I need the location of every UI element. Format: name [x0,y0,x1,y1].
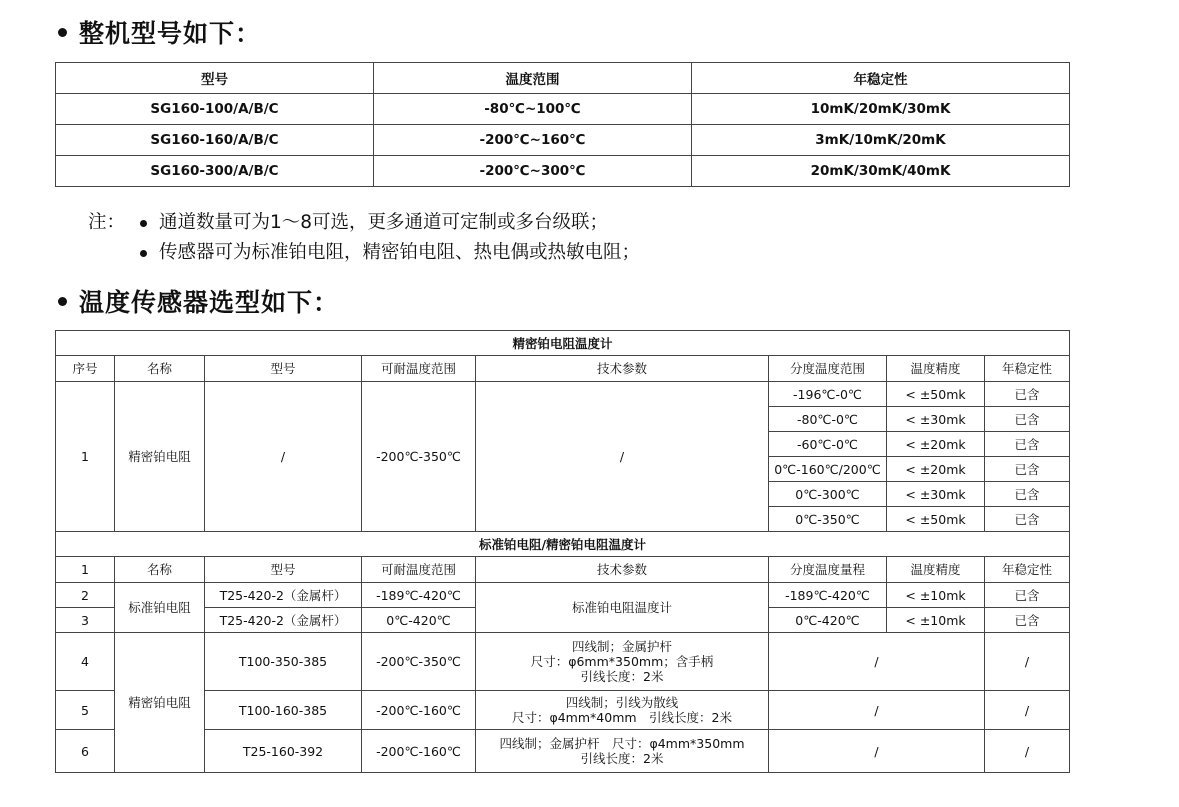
no-cell: 1 [56,382,115,532]
model-cell: T25-420-2（金属杆） [205,608,362,633]
range-cell: -80℃~100℃ [374,94,692,125]
param-line: 尺寸：φ6mm*350mm；含手柄 [530,654,714,669]
model-cell: SG160-100/A/B/C [56,94,374,125]
param-line: 四线制；金属护杆 [571,639,672,654]
stability-cell: 已含 [985,457,1070,482]
table-row [56,583,1070,608]
table-header-row [56,356,1070,382]
col-header: 年稳定性 [692,63,1070,94]
table-row [56,633,1070,691]
range-cell: 0℃-420℃ [362,608,476,633]
col-header: 温度精度 [887,356,985,382]
bullet-icon [140,250,147,257]
param-line: 四线制；引线为散线 [565,695,679,710]
table-row [56,156,1070,187]
stability-cell: 已含 [985,507,1070,532]
notes-prefix: 注： [88,212,126,233]
stability-cell: / [985,633,1070,691]
model-cell: T100-160-385 [205,691,362,730]
params-cell [476,730,769,773]
model-cell: T25-420-2（金属杆） [205,583,362,608]
div-range-cell: 0℃-420℃ [769,608,887,633]
col-header: 名称 [115,356,205,382]
section-heading-models [58,14,261,50]
accuracy-cell: < ±30mk [887,407,985,432]
range-cell: -200℃-160℃ [362,730,476,773]
param-line: 四线制；金属护杆 尺寸：φ4mm*350mm [499,736,745,751]
accuracy-cell: < ±10mk [887,608,985,633]
table-row [56,382,1070,407]
name-cell: 精密铂电阻 [115,633,205,773]
col-header: 1 [56,557,115,583]
div-range-cell: / [769,691,985,730]
name-cell: 精密铂电阻 [115,382,205,532]
div-range-cell: / [769,730,985,773]
accuracy-cell: < ±30mk [887,482,985,507]
div-range-cell: -196℃-0℃ [769,382,887,407]
div-range-cell: -80℃-0℃ [769,407,887,432]
div-range-cell: -60℃-0℃ [769,432,887,457]
col-header: 年稳定性 [985,557,1070,583]
param-line: 引线长度：2米 [580,669,664,684]
table-row [56,125,1070,156]
col-header: 分度温度量程 [769,557,887,583]
col-header: 型号 [205,557,362,583]
name-cell: 标准铂电阻 [115,583,205,633]
model-cell: / [205,382,362,532]
range-cell: -189℃-420℃ [362,583,476,608]
div-range-cell: 0℃-350℃ [769,507,887,532]
section-title: 整机型号如下： [79,19,262,48]
table-row [56,730,1070,773]
stability-cell: 已含 [985,407,1070,432]
range-cell: -200℃~160℃ [374,125,692,156]
section-heading-sensors [58,283,339,319]
col-header: 型号 [56,63,374,94]
range-cell: -200℃-160℃ [362,691,476,730]
no-cell: 2 [56,583,115,608]
stability-cell: 10mK/20mK/30mK [692,94,1070,125]
sensor-table [55,330,1070,773]
params-cell: 标准铂电阻温度计 [476,583,769,633]
col-header: 温度范围 [374,63,692,94]
stability-cell: 已含 [985,583,1070,608]
model-cell: SG160-160/A/B/C [56,125,374,156]
range-cell: -200℃-350℃ [362,382,476,532]
model-table [55,62,1070,187]
table-row [56,691,1070,730]
col-header: 可耐温度范围 [362,557,476,583]
no-cell: 6 [56,730,115,773]
params-cell: / [476,382,769,532]
table-row [56,94,1070,125]
col-header: 可耐温度范围 [362,356,476,382]
bullet-icon [140,220,147,227]
note-text: 传感器可为标准铂电阻，精密铂电阻、热电偶或热敏电阻； [159,242,641,263]
table-header-row [56,557,1070,583]
col-header: 年稳定性 [985,356,1070,382]
accuracy-cell: < ±50mk [887,382,985,407]
stability-cell: / [985,691,1070,730]
accuracy-cell: < ±10mk [887,583,985,608]
param-line: 尺寸：φ4mm*40mm 引线长度：2米 [511,710,732,725]
div-range-cell: 0℃-300℃ [769,482,887,507]
no-cell: 3 [56,608,115,633]
table-section-title: 精密铂电阻温度计 [56,331,1070,356]
div-range-cell: -189℃-420℃ [769,583,887,608]
no-cell: 5 [56,691,115,730]
col-header: 技术参数 [476,557,769,583]
accuracy-cell: < ±20mk [887,432,985,457]
stability-cell: 20mK/30mK/40mK [692,156,1070,187]
bullet-icon [58,297,67,306]
col-header: 序号 [56,356,115,382]
params-cell [476,633,769,691]
model-cell: T25-160-392 [205,730,362,773]
note-item [88,208,640,238]
stability-cell: / [985,730,1070,773]
stability-cell: 已含 [985,382,1070,407]
no-cell: 4 [56,633,115,691]
param-line: 引线长度：2米 [580,751,664,766]
col-header: 温度精度 [887,557,985,583]
stability-cell: 3mK/10mK/20mK [692,125,1070,156]
range-cell: -200℃~300℃ [374,156,692,187]
model-cell: SG160-300/A/B/C [56,156,374,187]
table-section-title: 标准铂电阻/精密铂电阻温度计 [56,532,1070,557]
notes [88,208,640,268]
col-header: 型号 [205,356,362,382]
div-range-cell: / [769,633,985,691]
col-header: 名称 [115,557,205,583]
section-title: 温度传感器选型如下： [79,288,340,317]
model-cell: T100-350-385 [205,633,362,691]
bullet-icon [58,28,67,37]
range-cell: -200℃-350℃ [362,633,476,691]
col-header: 分度温度范围 [769,356,887,382]
note-text: 通道数量可为1～8可选，更多通道可定制或多台级联； [159,212,609,233]
accuracy-cell: < ±20mk [887,457,985,482]
stability-cell: 已含 [985,482,1070,507]
params-cell [476,691,769,730]
stability-cell: 已含 [985,432,1070,457]
accuracy-cell: < ±50mk [887,507,985,532]
table-header-row [56,63,1070,94]
stability-cell: 已含 [985,608,1070,633]
note-item [88,238,640,268]
col-header: 技术参数 [476,356,769,382]
div-range-cell: 0℃-160℃/200℃ [769,457,887,482]
